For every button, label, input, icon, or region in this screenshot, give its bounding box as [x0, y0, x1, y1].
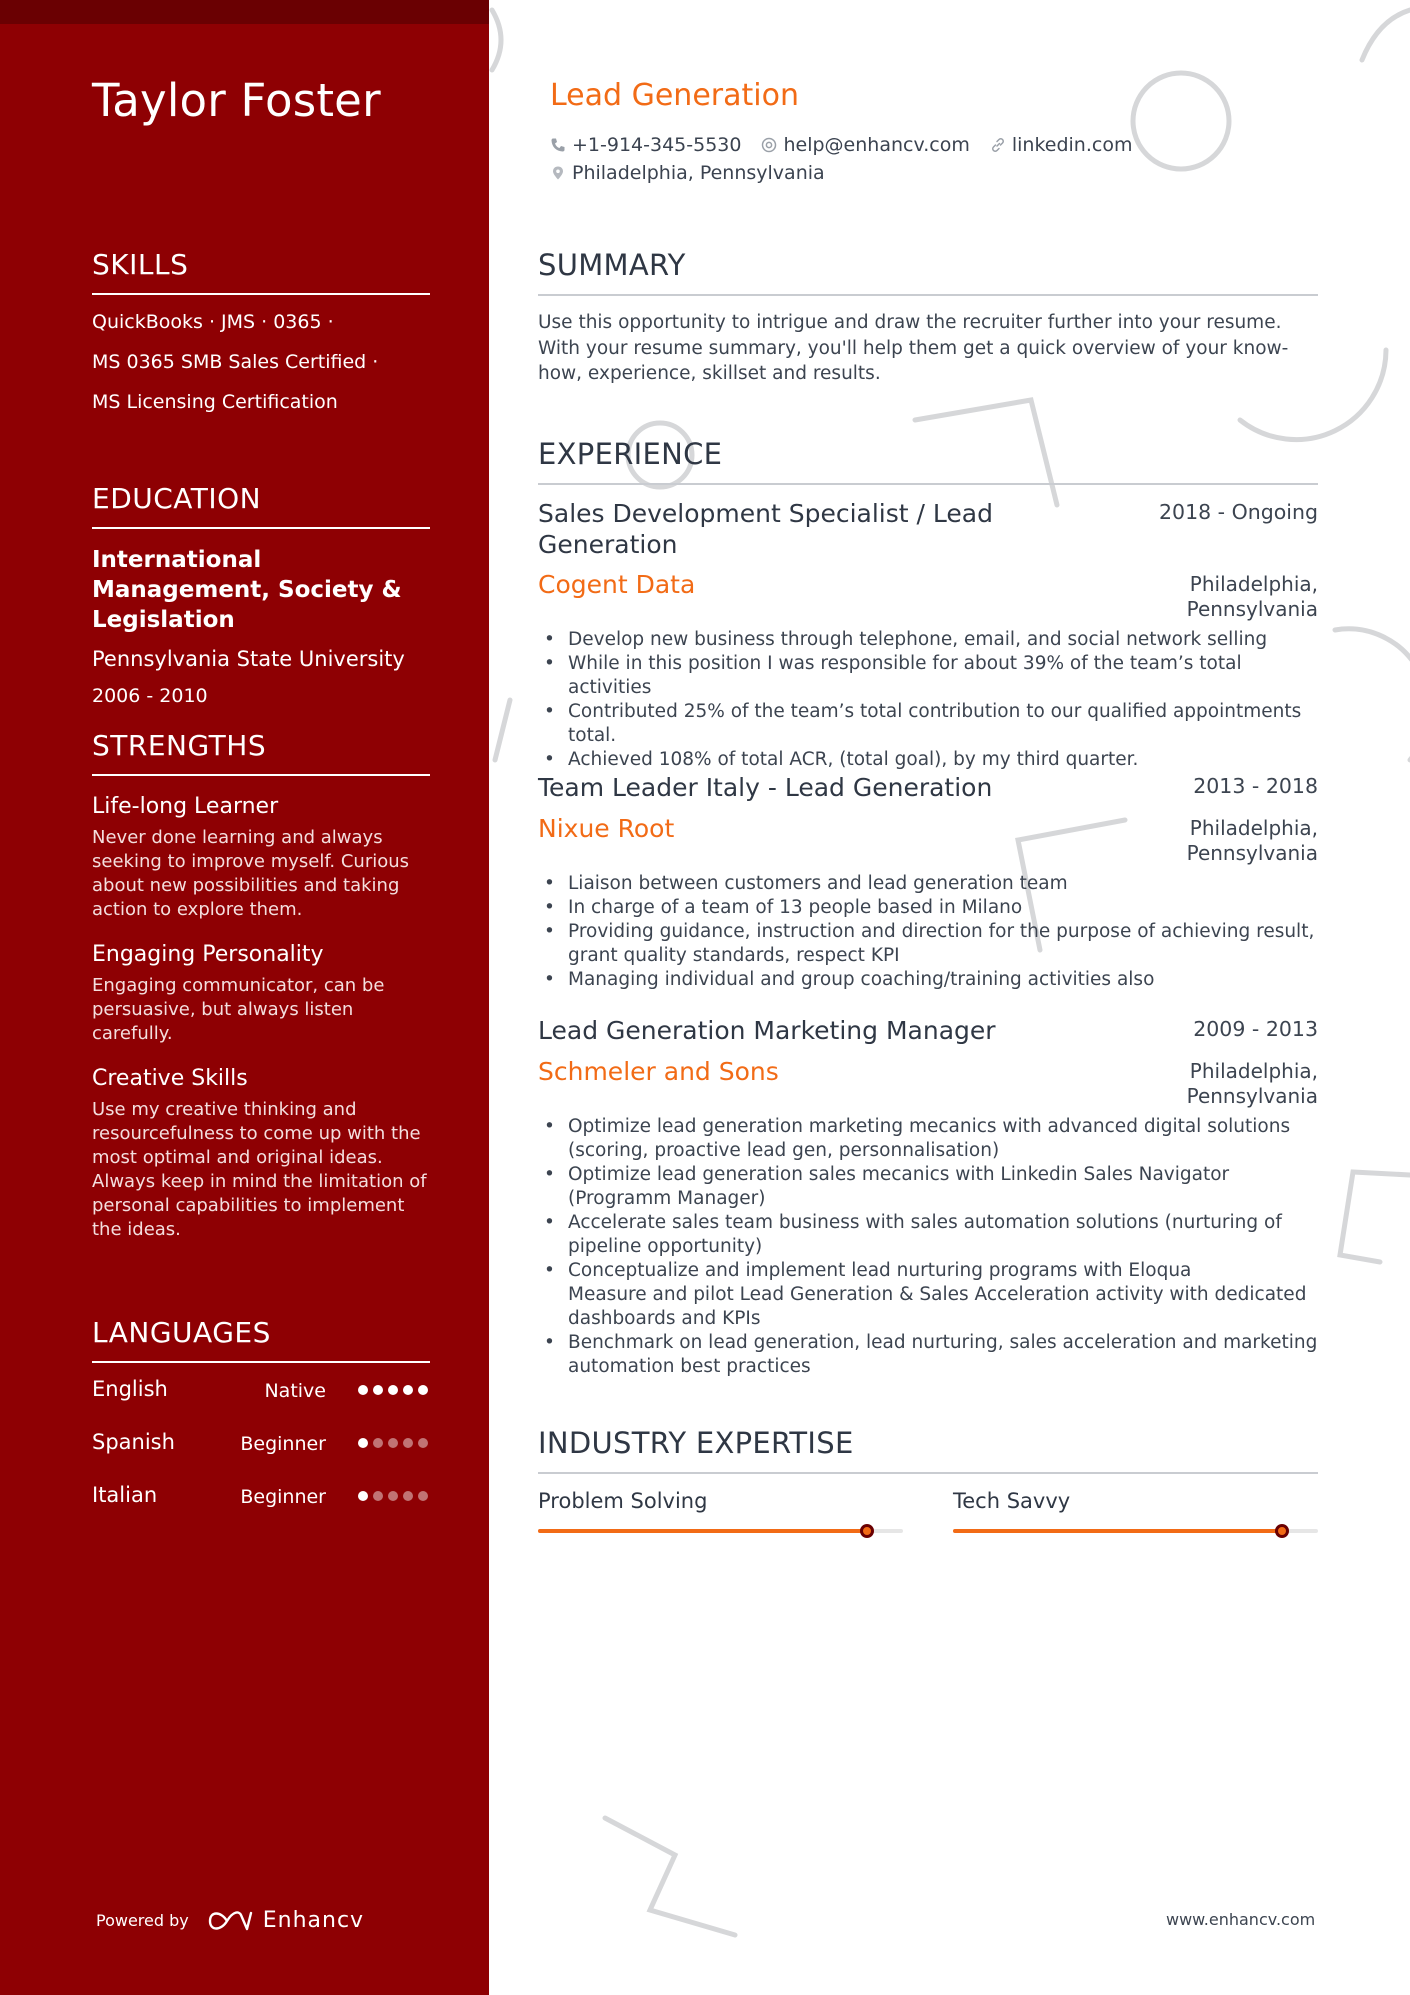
- education-school: Pennsylvania State University: [92, 647, 405, 671]
- brand-name: Enhancv: [262, 1908, 365, 1933]
- strengths-heading: STRENGTHS: [92, 729, 430, 776]
- powered-by-label: Powered by: [96, 1911, 189, 1930]
- summary-text: Use this opportunity to intrigue and draw the recruiter further into your resume. With your resume summary, you'll help them get a quick overview of your know-how, experience, skillset and results.: [538, 312, 1289, 384]
- sidebar-top-bar: [0, 0, 489, 24]
- job-dates: 2013 - 2018: [1193, 774, 1318, 798]
- job-bullet: • Optimize lead generation marketing mecanics with advanced digital solutions (scoring, proactive lead gen, personnalisation): [538, 1115, 1318, 1163]
- link-icon: [990, 137, 1006, 153]
- job-bullet: • Providing guidance, instruction and direction for the purpose of achieving result, grant quality standards, respect KPI: [538, 920, 1318, 968]
- rating-dot: [358, 1491, 368, 1501]
- job-location: Philadelphia, Pennsylvania: [1186, 572, 1318, 621]
- language-name: English: [92, 1377, 168, 1401]
- rating-dot: [373, 1438, 383, 1448]
- phone-icon: [550, 137, 566, 153]
- strength-description: Engaging communicator, can be persuasive, but always listen carefully.: [92, 975, 385, 1044]
- language-level: Beginner: [240, 1433, 326, 1455]
- education-heading: EDUCATION: [92, 482, 430, 529]
- job-dates: 2009 - 2013: [1193, 1017, 1318, 1041]
- job-location: Philadelphia, Pennsylvania: [1186, 1059, 1318, 1108]
- job-bullet: • Contributed 25% of the team’s total contribution to our qualified appointments total.: [538, 700, 1318, 748]
- job-bullet: Measure and pilot Lead Generation & Sales Acceleration activity with dedicated dashboards and KPIs: [568, 1284, 1307, 1329]
- contact-email[interactable]: [761, 134, 969, 156]
- expertise-item: [953, 1489, 1318, 1533]
- job-bullet: • Optimize lead generation sales mecanics with Linkedin Sales Navigator (Programm Manager): [538, 1163, 1318, 1211]
- rating-dot: [373, 1385, 383, 1395]
- expertise-bar-fill: [953, 1529, 1282, 1533]
- job-title: Team Leader Italy - Lead Generation: [538, 773, 993, 802]
- strength-title: Creative Skills: [92, 1066, 248, 1091]
- rating-dot: [358, 1438, 368, 1448]
- language-row: [92, 1416, 430, 1469]
- job-title: Sales Development Specialist / Lead Generation: [538, 499, 993, 559]
- industry-expertise-section: [538, 1426, 1318, 1474]
- location-pin-icon: [550, 165, 566, 181]
- job-bullet: • In charge of a team of 13 people based in Milano: [538, 896, 1318, 920]
- job-bullet: • While in this position I was responsible for about 39% of the team’s total activities: [538, 652, 1318, 700]
- contact-row: [550, 134, 1152, 156]
- company-name: Cogent Data: [538, 570, 696, 599]
- brand-logo[interactable]: [207, 1908, 364, 1933]
- strength-title: Engaging Personality: [92, 942, 324, 967]
- strengths-section: [92, 729, 430, 1242]
- job-bullets: [538, 628, 1318, 772]
- contact-row: [550, 162, 845, 184]
- expertise-bar-knob: [860, 1524, 874, 1538]
- expertise-name: Tech Savvy: [953, 1489, 1071, 1513]
- enhancv-logo-icon: [207, 1909, 253, 1933]
- strength-description: Use my creative thinking and resourcefulness to come up with the most optimal and original ideas. Always keep in mind the limitation of personal capabilities to implement the ideas.: [92, 1099, 427, 1240]
- expertise-name: Problem Solving: [538, 1489, 708, 1513]
- rating-dot: [388, 1385, 398, 1395]
- company-name: Schmeler and Sons: [538, 1057, 779, 1086]
- job-bullet: • Benchmark on lead generation, lead nurturing, sales acceleration and marketing automation best practices: [538, 1331, 1318, 1379]
- expertise-bar-knob: [1275, 1524, 1289, 1538]
- job-bullets: [538, 872, 1318, 992]
- location-text: Philadelphia, Pennsylvania: [572, 162, 825, 184]
- job-bullets: [538, 1115, 1318, 1379]
- job-bullet: • Liaison between customers and lead generation team: [538, 872, 1318, 896]
- rating-dot: [388, 1438, 398, 1448]
- rating-dot: [358, 1385, 368, 1395]
- job-headline: Lead Generation: [550, 78, 799, 113]
- linkedin-text: linkedin.com: [1011, 134, 1133, 156]
- language-row: [92, 1469, 430, 1522]
- contact-location: [550, 162, 825, 184]
- education-dates: 2006 - 2010: [92, 685, 208, 707]
- powered-by: [96, 1908, 364, 1933]
- rating-dot: [403, 1438, 413, 1448]
- expertise-item: [538, 1489, 903, 1533]
- at-icon: [761, 137, 777, 153]
- education-degree: International Management, Society & Legislation: [92, 547, 402, 633]
- summary-heading: SUMMARY: [538, 248, 1318, 296]
- language-level: Beginner: [240, 1486, 326, 1508]
- expertise-bar-fill: [538, 1529, 867, 1533]
- skills-heading: SKILLS: [92, 248, 430, 295]
- company-name: Nixue Root: [538, 814, 675, 843]
- skills-line: QuickBooks · JMS · 0365 ·: [92, 311, 334, 333]
- languages-heading: LANGUAGES: [92, 1316, 430, 1363]
- job-bullet: • Accelerate sales team business with sales automation solutions (nurturing of pipeline opportunity): [538, 1211, 1318, 1259]
- education-section: [92, 482, 430, 709]
- job-bullet: • Conceptualize and implement lead nurturing programs with Eloqua: [538, 1259, 1318, 1283]
- language-name: Italian: [92, 1483, 158, 1507]
- strength-description: Never done learning and always seeking to improve myself. Curious about new possibilities and taking action to explore them.: [92, 827, 410, 920]
- language-rating: [358, 1491, 428, 1501]
- email-text: help@enhancv.com: [783, 134, 970, 156]
- languages-section: [92, 1316, 430, 1522]
- job-bullet: • Achieved 108% of total ACR, (total goal), by my third quarter.: [538, 748, 1318, 772]
- language-row: [92, 1363, 430, 1416]
- expertise-bar: [953, 1529, 1318, 1533]
- job-title: Lead Generation Marketing Manager: [538, 1016, 996, 1045]
- rating-dot: [373, 1491, 383, 1501]
- rating-dot: [403, 1385, 413, 1395]
- skills-line: MS Licensing Certification: [92, 391, 338, 413]
- industry-expertise-heading: INDUSTRY EXPERTISE: [538, 1426, 1318, 1474]
- rating-dot: [403, 1491, 413, 1501]
- job-dates: 2018 - Ongoing: [1159, 500, 1318, 524]
- language-name: Spanish: [92, 1430, 175, 1454]
- skills-section: [92, 248, 430, 415]
- skills-line: MS 0365 SMB Sales Certified ·: [92, 351, 379, 373]
- strength-title: Life-long Learner: [92, 794, 279, 819]
- phone-text: +1-914-345-5530: [572, 134, 742, 156]
- summary-section: [538, 248, 1318, 387]
- rating-dot: [388, 1491, 398, 1501]
- job-location: Philadelphia, Pennsylvania: [1186, 816, 1318, 865]
- rating-dot: [418, 1385, 428, 1395]
- rating-dot: [418, 1438, 428, 1448]
- sidebar: [0, 0, 489, 1995]
- experience-section: [538, 437, 1318, 485]
- rating-dot: [418, 1491, 428, 1501]
- language-rating: [358, 1438, 428, 1448]
- job-bullet: • Managing individual and group coaching/training activities also: [538, 968, 1318, 992]
- footer-url[interactable]: www.enhancv.com: [1166, 1910, 1316, 1929]
- language-level: Native: [264, 1380, 326, 1402]
- contact-linkedin[interactable]: [990, 134, 1133, 156]
- candidate-name: Taylor Foster: [92, 74, 381, 127]
- job-bullet: • Develop new business through telephone, email, and social network selling: [538, 628, 1318, 652]
- language-rating: [358, 1385, 428, 1395]
- contact-phone[interactable]: [550, 134, 741, 156]
- experience-heading: EXPERIENCE: [538, 437, 1318, 485]
- expertise-bar: [538, 1529, 903, 1533]
